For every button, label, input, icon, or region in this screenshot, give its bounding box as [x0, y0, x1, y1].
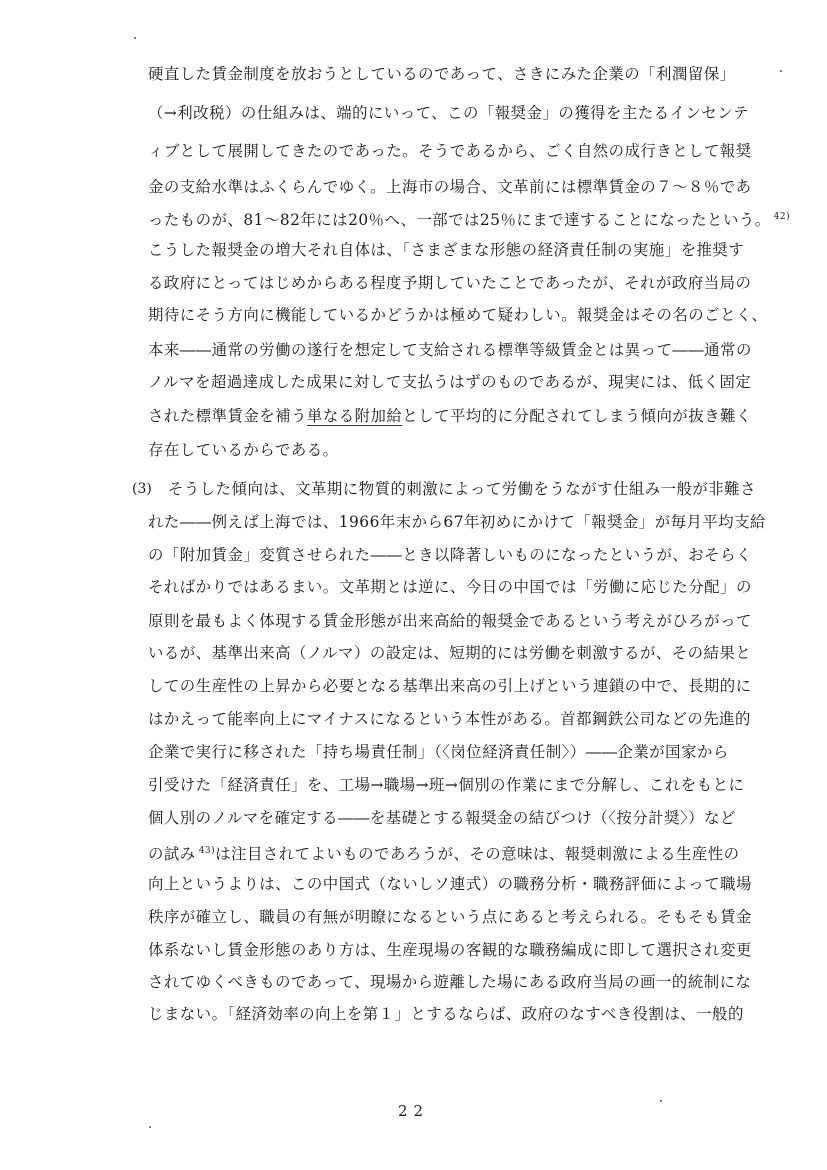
- scan-speck: [780, 70, 782, 72]
- text-line-16: そればかりではあるまい。文革期とは逆に、今日の中国では「労働に応じた分配」の: [148, 578, 752, 596]
- scan-speck: [660, 1100, 662, 1102]
- text-line-26: 秩序が確立し、職員の有無が明瞭になるという点にあると考えられる。そもそも賃金: [148, 908, 752, 926]
- text-line-24-tail: は注目されてよいものであろうが、その意味は、報奨刺激による生産性の: [215, 845, 740, 864]
- text-line-23: 個人別のノルマを確定する――を基礎とする報奨金の結びつけ（〈按分計奨〉）など: [148, 809, 736, 827]
- text-line-14: れた――例えば上海では、1966年末から67年初めにかけて「報奨金」が毎月平均支給: [148, 513, 766, 531]
- text-line-7: る政府にとってはじめからある程度予期していたことであったが、それが政府当局の: [148, 274, 752, 292]
- text-line-4: 金の支給水準はふくらんでゆく。上海市の場合、文革前には標準賃金の７～８％であ: [148, 178, 752, 196]
- page-number: 22: [397, 1102, 430, 1120]
- text-line-15: の「附加賃金」変質させられた――とき以降著しいものになったというが、おそらく: [148, 546, 752, 564]
- text-line-24: [148, 841, 738, 864]
- text-line-3: ィブとして展開してきたのであった。そうであるから、ごく自然の成行きとして報奨: [148, 142, 752, 160]
- text-line-25: 向上というよりは、この中国式（ないしソ連式）の職務分析・職務評価によって職場: [148, 875, 752, 893]
- section-marker: (3): [132, 481, 152, 497]
- text-line-18: いるが、基準出来高（ノルマ）の設定は、短期的には労働を刺激するが、その結果と: [148, 644, 752, 662]
- text-line-28: されてゆくべきものであって、現場から遊離した場にある政府当局の画一的統制にな: [148, 973, 752, 991]
- text-line-8: 期待にそう方向に機能しているかどうかは極めて疑わしい。報奨金はその名のごとく、: [148, 306, 768, 324]
- text-line-9: 本来――通常の労働の遂行を想定して支給される標準等級賃金とは異って――通常の: [148, 341, 752, 359]
- text-line-10: ノルマを超過達成した成果に対して支払うはずのものであるが、現実には、低く固定: [148, 373, 752, 391]
- footnote-ref-42: 42): [773, 212, 791, 222]
- text-line-2: （→利改税）の仕組みは、端的にいって、この「報奨金」の獲得を主たるインセンテ: [148, 104, 750, 122]
- text-line-11-body: された標準賃金を補う単なる附加給として平均的に分配されてしまう傾向が抜き難く: [148, 407, 752, 425]
- text-line-17: 原則を最もよく体現する賃金形態が出来高給的報奨金であるという考えがひろがって: [148, 612, 752, 630]
- text-line-6: こうした報奨金の増大それ自体は、「さまざまな形態の経済責任制の実施」を推奨す: [148, 241, 745, 259]
- text-line-21: 企業で実行に移された「持ち場責任制」（〈岗位経済責任制〉）――企業が国家から: [148, 743, 729, 761]
- text-line-11: [148, 406, 752, 426]
- text-line-27: 体系ないし賃金形態のあり方は、生産現場の客観的な職務編成に即して選択され変更: [148, 941, 752, 959]
- text-line-5: [148, 207, 791, 230]
- text-line-29: じまない。「経済効率の向上を第１」とするならば、政府のなすべき役割は、一般的: [148, 1005, 744, 1023]
- scan-speck: [149, 1126, 151, 1128]
- text-line-22: 引受けた「経済責任」を、工場→職場→班→個別の作業にまで分解し、これをもとに: [148, 776, 745, 794]
- text-line-13: そうした傾向は、文革期に物質的刺激によって労働をうながす仕組み一般が非難さ: [168, 480, 756, 498]
- text-line-19: しての生産性の上昇から必要となる基準出来高の引上げという連鎖の中で、長期的に: [148, 677, 752, 695]
- footnote-ref-43: 43): [198, 846, 216, 856]
- scan-speck: [134, 37, 136, 39]
- underlined-phrase: 単なる附加給: [306, 407, 403, 425]
- text-line-20: はかえって能率向上にマイナスになるという本性がある。首都鋼鉄公司などの先進的: [148, 710, 751, 728]
- text-line-1: 硬直した賃金制度を放おうとしているのであって、さきにみた企業の「利潤留保」: [148, 65, 736, 83]
- text-line-5-body: ったものが、81～82年には20％へ、一部では25％にまで達することになったという。: [148, 211, 771, 230]
- text-line-12: 存在しているからである。: [148, 441, 339, 459]
- text-line-24-head: の試み: [148, 845, 196, 864]
